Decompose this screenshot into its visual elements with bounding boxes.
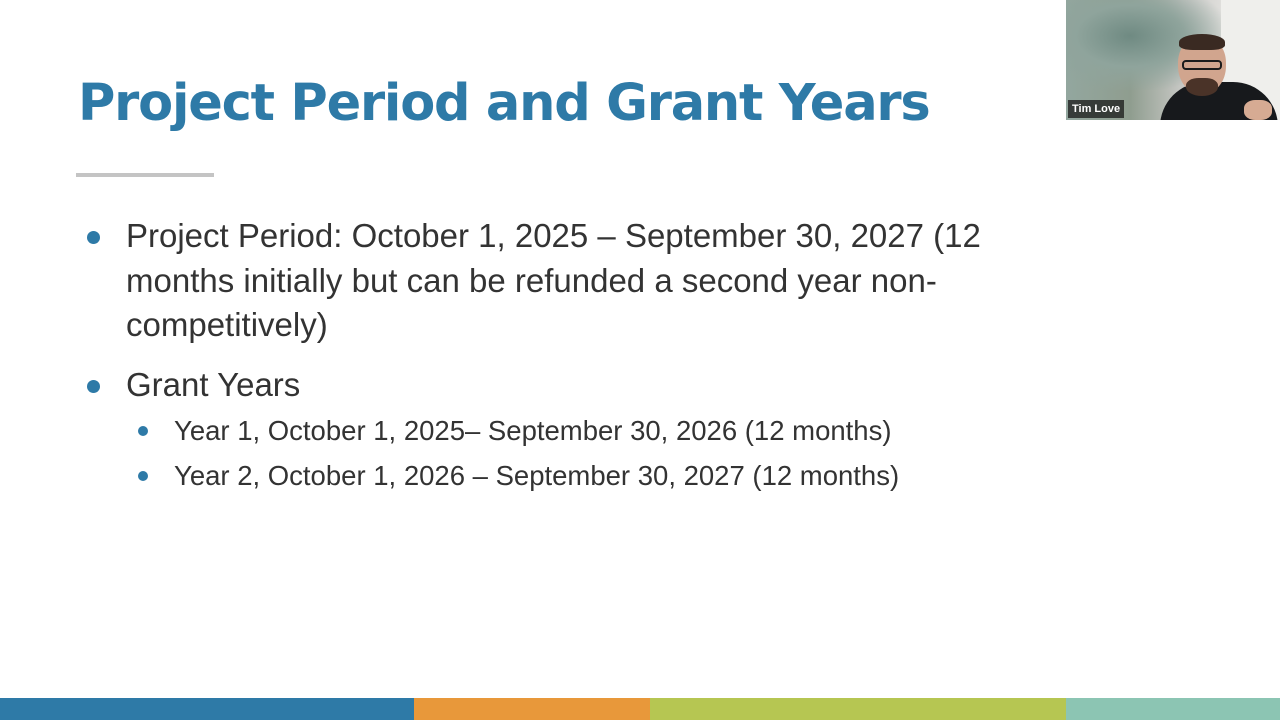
bullet-dot-icon	[87, 380, 100, 393]
bullet-text: Grant Years	[126, 365, 301, 403]
footer-segment-blue	[0, 698, 414, 720]
slide-title: Project Period and Grant Years	[78, 74, 930, 133]
bullet-item-grant-years	[80, 363, 1080, 408]
bullet-dot-icon	[87, 231, 100, 244]
title-underline	[76, 173, 214, 177]
sub-bullet-year-1	[80, 408, 1080, 453]
avatar-hair	[1179, 34, 1225, 50]
avatar-beard	[1186, 78, 1218, 96]
sub-bullet-dot-icon	[138, 426, 148, 436]
avatar-glasses	[1182, 60, 1222, 70]
sub-bullet-year-2	[80, 453, 1080, 498]
participant-video-tile[interactable]	[1066, 0, 1280, 120]
sub-bullet-dot-icon	[138, 471, 148, 481]
grant-years-sublist	[80, 408, 1080, 498]
participant-name-label: Tim Love	[1068, 100, 1124, 118]
footer-color-bar	[0, 698, 1280, 720]
bullet-item-project-period	[80, 214, 1080, 348]
participant-avatar	[1148, 30, 1278, 120]
bullet-text: Project Period: October 1, 2025 – September 30, 2027 (12 months initially but can be refunded a second year non-competitively)	[126, 217, 981, 343]
footer-segment-orange	[414, 698, 650, 720]
footer-segment-green	[650, 698, 1066, 720]
slide-body	[80, 214, 1080, 498]
footer-segment-teal	[1066, 698, 1280, 720]
avatar-hand	[1244, 100, 1272, 120]
sub-bullet-text: Year 1, October 1, 2025– September 30, 2026 (12 months)	[174, 415, 892, 446]
sub-bullet-text: Year 2, October 1, 2026 – September 30, 2027 (12 months)	[174, 460, 900, 491]
